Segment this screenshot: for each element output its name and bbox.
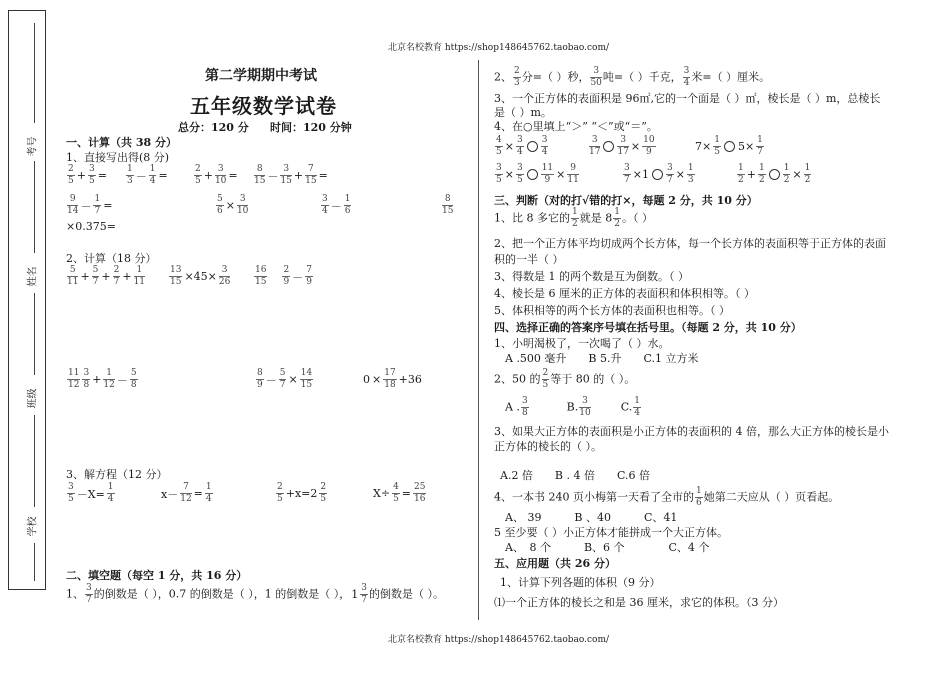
section-1-title: 一、计算（共 38 分） [66, 136, 177, 149]
footer-source: 北京名校教育 https://shop148645762.taobao.com/ [388, 635, 610, 645]
fill-q1: 1、 $\frac{3}{7}$ 的倒数是（ ），0.7 的倒数是（ ），1 的倒数是（ ），1 $\frac{3}{7}$ 的倒数是（ ）。 [66, 583, 444, 605]
section-3-title: 三、判断（对的打√错的打×，每题 2 分，共 10 分） [494, 194, 758, 207]
app-q1: 1、计算下列各题的体积（9 分） [500, 576, 661, 589]
judge-1-b: 就是 8 [579, 211, 613, 225]
compare-item: $\frac{4}{5}$ × $\frac{3}{4}$ $\frac{3}{4}$ [496, 135, 548, 157]
fill-q2-part2: 吨=（ ）千克， [602, 70, 682, 84]
choice-2-options: A . $\frac{3}{8}$ B. $\frac{3}{10}$ C. $\frac{1}{4}$ [505, 396, 640, 418]
judge-1-a: 1、比 8 多它的 [494, 211, 570, 225]
judge-1: 1、比 8 多它的 $\frac{1}{2}$ 就是 8 $\frac{1}{2}$ 。（ ） [494, 207, 653, 229]
header-source: 北京名校教育 https://shop148645762.taobao.com/ [388, 43, 610, 53]
equation: $\frac{3}{5}$ －X= $\frac{1}{4}$ [68, 482, 114, 504]
choice-4-options: A、 39 B 、40 C、41 [505, 511, 678, 524]
binding-line [34, 293, 35, 375]
compare-item: $\frac{3}{17}$ $\frac{3}{17}$ × $\frac{10}{9}$ [589, 135, 655, 157]
expr-tail: ×0.375= [66, 220, 116, 233]
choice-1: 1、小明渴极了，一次喝了（ ）水。 [494, 337, 670, 350]
fill-q1-body: 的倒数是（ ），0.7 的倒数是（ ），1 的倒数是（ ）， [93, 587, 351, 601]
section-2-title: 二、填空题（每空 1 分，共 16 分） [66, 569, 248, 582]
label-xuexiao: 学校 [27, 516, 39, 537]
expr-row: $\frac{3}{4}$ － $\frac{1}{6}$ [322, 194, 351, 216]
expr-row: $\frac{5}{6}$ × $\frac{3}{10}$ [217, 194, 249, 216]
compare-item: $\frac{1}{2}$ + $\frac{1}{2}$ $\frac{1}{2}$ × $\frac{1}{2}$ [738, 163, 811, 185]
expr-row: $\frac{11}{12}$ $\frac{3}{8}$ + $\frac{1}{12}$ － $\frac{5}{8}$ [68, 368, 137, 390]
expr-row: $\frac{8}{15}$ － $\frac{3}{15}$ + $\frac{7}{15}$ = [254, 164, 328, 186]
judge-5: 5、体积相等的两个长方体的表面积也相等。（ ） [494, 304, 730, 317]
binding-line [34, 161, 35, 253]
app-q1-1: ⑴一个正方体的棱长之和是 36 厘米，求它的体积。（3 分） [494, 596, 784, 609]
judge-4: 4、棱长是 6 厘米的正方体的表面积和体积相等。（ ） [494, 287, 755, 300]
choice-3-options: A.2 倍 B . 4 倍 C.6 倍 [500, 469, 651, 482]
section-5-title: 五、应用题（共 26 分） [494, 557, 616, 570]
expr-row: 0 × $\frac{17}{18}$ +36 [363, 368, 422, 390]
column-divider [478, 60, 479, 620]
judge-2-line1: 2、把一个正方体平均切成两个长方体，每一个长方体的表面积等于正方体的表面 [494, 237, 886, 250]
fill-q2-part1: 分=（ ）秒， [521, 70, 590, 84]
q2-calc: 2、计算（18 分） [66, 252, 157, 265]
exam-total: 总分：120 分 [178, 121, 249, 134]
expr-row: $\frac{13}{15}$ ×45× $\frac{3}{26}$ [170, 265, 231, 287]
choice-1-options: A .500 毫升 B 5.升 C.1 立方米 [505, 352, 699, 365]
binding-line [34, 543, 35, 581]
choice-5-options: A、 8 个 B、6 个 C、4 个 [505, 541, 710, 554]
equation: X÷ $\frac{4}{5}$ = $\frac{25}{16}$ [373, 482, 426, 504]
fill-q1-tail: 的倒数是（ ）。 [368, 587, 444, 601]
binding-strip [8, 10, 46, 590]
exam-title: 第二学期期中考试 [205, 68, 317, 84]
equation: x－ $\frac{7}{12}$ = $\frac{1}{4}$ [161, 482, 212, 504]
label-xingming: 姓名 [27, 266, 39, 287]
compare-item: 7× $\frac{1}{5}$ 5× $\frac{1}{7}$ [695, 135, 763, 157]
fill-q2: 2、 $\frac{2}{3}$ 分=（ ）秒， $\frac{3}{50}$ 吨=（ ）千克， $\frac{3}{4}$ 米=（ ）厘米。 [494, 66, 771, 88]
label-banji: 班级 [27, 388, 39, 409]
compare-item: $\frac{3}{7}$ ×1 $\frac{3}{7}$ × $\frac{1}{3}$ [624, 163, 694, 185]
choice-4: 4、一本书 240 页小梅第一天看了全市的 $\frac{1}{6}$ 她第二天应从（ ）页看起。 [494, 486, 840, 508]
choice-3-line1: 3、如果大正方体的表面积是小正方体的表面积的 4 倍，那么大正方体的棱长是小 [494, 425, 889, 438]
exam-subtitle: 五年级数学试卷 [190, 94, 337, 118]
equation: $\frac{2}{5}$ +x=2 $\frac{2}{5}$ [277, 482, 327, 504]
q1-direct-write: 1、直接写出得(8 分) [66, 151, 170, 164]
choice-2-a: 2、50 的 [494, 372, 541, 386]
fill-q1-prefix: 1、 [66, 587, 84, 601]
expr-row: $\frac{16}{15}$ $\frac{2}{9}$ － $\frac{7}{9}$ [255, 265, 312, 287]
expr-row: $\frac{2}{5}$ + $\frac{3}{10}$ = [195, 164, 238, 186]
q3-equations: 3、解方程（12 分） [66, 468, 168, 481]
expr-row: $\frac{8}{9}$ － $\frac{5}{7}$ × $\frac{14}{15}$ [257, 368, 313, 390]
choice-2-opt-a: A . [505, 400, 520, 414]
fill-q3-line2: 是（ ）m。 [494, 106, 552, 119]
expr-row: $\frac{2}{5}$ + $\frac{3}{5}$ = [68, 164, 107, 186]
choice-2-b: 等于 80 的（ ）。 [550, 372, 636, 386]
expr-row: $\frac{5}{11}$ + $\frac{5}{7}$ + $\frac{2}{7}$ + $\frac{1}{11}$ [67, 265, 146, 287]
exam-time: 时间：120 分钟 [270, 121, 352, 134]
choice-4-b: 她第二天应从（ ）页看起。 [703, 490, 840, 504]
compare-item: $\frac{3}{5}$ × $\frac{3}{5}$ $\frac{11}{9}$ × $\frac{9}{11}$ [496, 163, 579, 185]
choice-2-opt-b: B. [566, 400, 579, 414]
choice-5: 5 至少要（ ）小正方体才能拼成一个大正方体。 [494, 526, 728, 539]
binding-line [34, 23, 35, 123]
section-4-title: 四、选择正确的答案序号填在括号里。（每题 2 分，共 10 分） [494, 321, 802, 334]
expr-row: $\frac{9}{14}$ － $\frac{1}{7}$ = [67, 194, 113, 216]
judge-2-line2: 积的一半（ ） [494, 253, 564, 266]
fill-q2-part3: 米=（ ）厘米。 [691, 70, 771, 84]
expr-row: $\frac{8}{15}$ [442, 194, 454, 216]
choice-4-a: 4、一本书 240 页小梅第一天看了全市的 [494, 490, 694, 504]
choice-2-opt-c: C. [620, 400, 633, 414]
binding-line [34, 415, 35, 507]
fill-q2-prefix: 2、 [494, 70, 512, 84]
judge-1-c: 。（ ） [621, 211, 653, 225]
choice-2: 2、50 的 $\frac{2}{5}$ 等于 80 的（ ）。 [494, 368, 636, 390]
judge-3: 3、得数是 1 的两个数是互为倒数。（ ） [494, 270, 689, 283]
label-kaohao: 考号 [27, 136, 39, 157]
fill-q3-line1: 3、一个正方体的表面积是 96㎡,它的一个面是（ ）㎡，棱长是（ ）m，总棱长 [494, 92, 881, 105]
expr-row: $\frac{1}{3}$ － $\frac{1}{4}$ = [127, 164, 168, 186]
choice-3-line2: 正方体的棱长的（ ）。 [494, 440, 602, 453]
fill-q4: 4、在○里填上“＞” “＜”或“＝”。 [494, 120, 658, 133]
